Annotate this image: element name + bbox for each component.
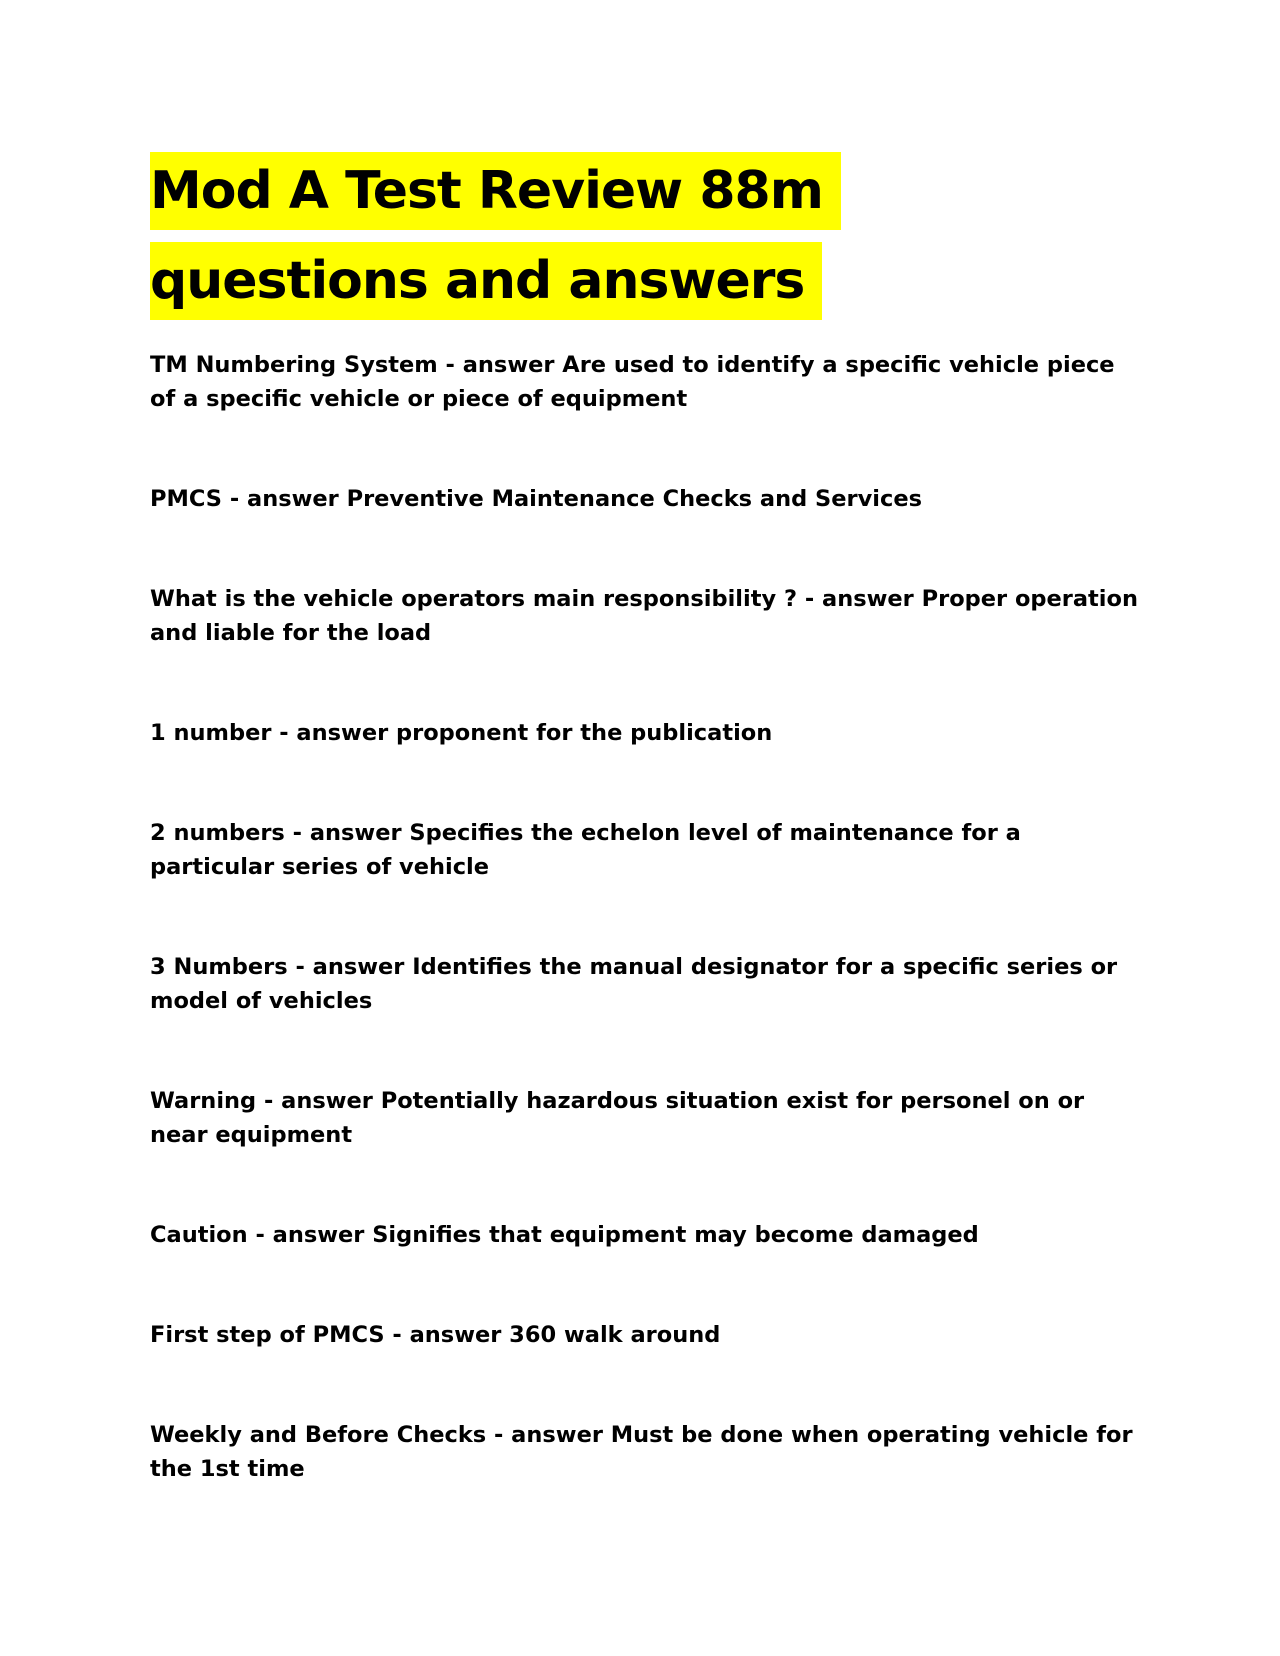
qa-item-3-numbers: 3 Numbers - answer Identifies the manual designator for a specific series or model of vehicles [150, 954, 1118, 1014]
document-title [150, 148, 1140, 328]
qa-item-first-step-pmcs: First step of PMCS - answer 360 walk around [150, 1322, 721, 1348]
qa-item-pmcs: PMCS - answer Preventive Maintenance Checks and Services [150, 486, 922, 512]
qa-item-operator-responsibility: What is the vehicle operators main responsibility ? - answer Proper operation and liable for the load [150, 586, 1138, 646]
qa-item-weekly-before-checks: Weekly and Before Checks - answer Must be done when operating vehicle for the 1st time [150, 1422, 1133, 1482]
qa-item-1-number: 1 number - answer proponent for the publication [150, 720, 773, 746]
qa-item-tm-numbering-system: TM Numbering System - answer Are used to identify a specific vehicle piece of a specific vehicle or piece of equipment [150, 352, 1115, 412]
document-content [150, 148, 1140, 1486]
qa-item-caution: Caution - answer Signifies that equipment may become damaged [150, 1222, 979, 1248]
title-line-2: questions and answers [150, 242, 822, 320]
title-line-1: Mod A Test Review 88m [150, 152, 841, 230]
qa-item-2-numbers: 2 numbers - answer Specifies the echelon level of maintenance for a particular series of vehicle [150, 820, 1021, 880]
qa-item-warning: Warning - answer Potentially hazardous situation exist for personel on or near equipment [150, 1088, 1085, 1148]
qa-list [150, 348, 1140, 1486]
